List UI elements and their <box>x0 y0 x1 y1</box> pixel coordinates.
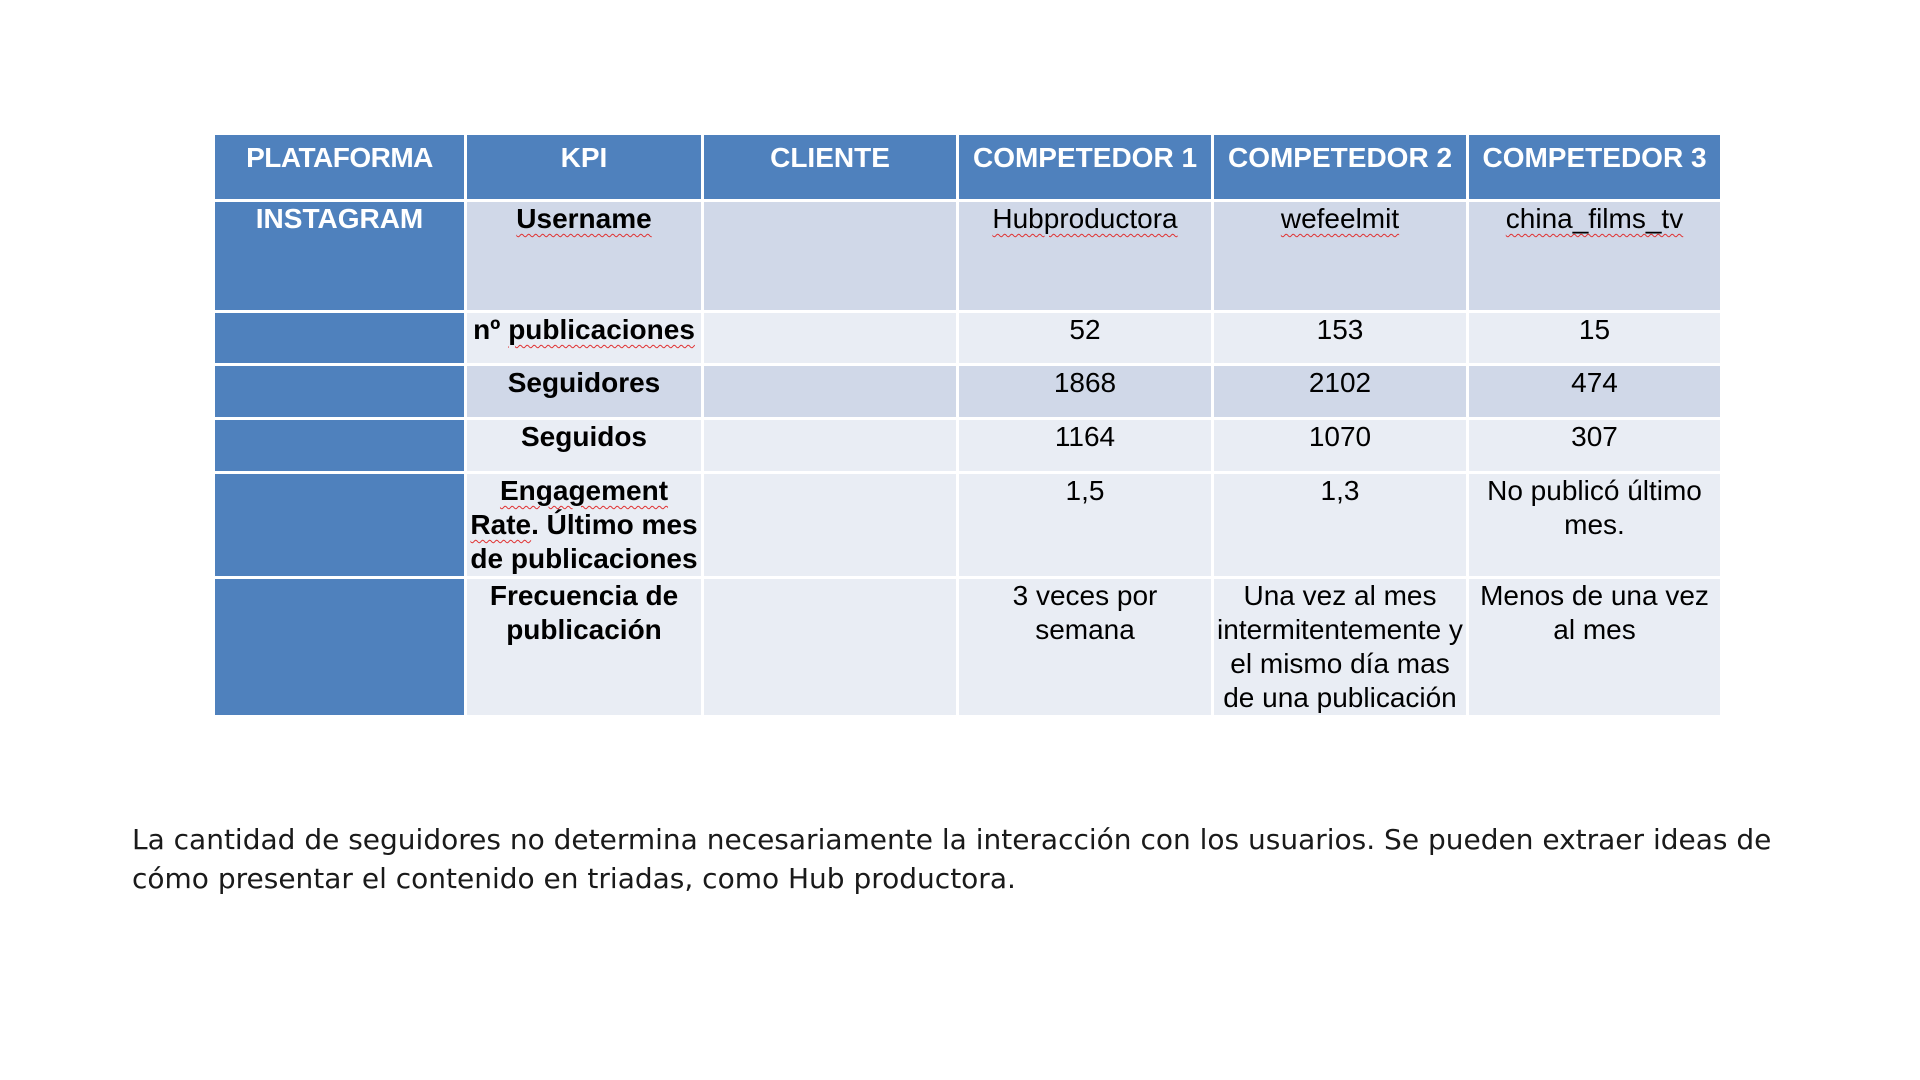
table-row <box>214 473 1722 578</box>
table-row <box>214 578 1722 717</box>
competitor-1-value: 52 <box>958 312 1213 365</box>
competitor-2-value: 1070 <box>1213 419 1468 473</box>
kpi-cell <box>466 201 703 312</box>
kpi-cell <box>466 312 703 365</box>
kpi-label: Seguidores <box>466 365 703 419</box>
kpi-label: publicaciones <box>508 314 695 345</box>
header-plataforma: PLATAFORMA <box>214 134 466 201</box>
table-row <box>214 365 1722 419</box>
platform-cell <box>214 578 466 717</box>
competitor-2-value: 153 <box>1213 312 1468 365</box>
platform-cell <box>214 312 466 365</box>
competitor-1-value: Hubproductora <box>992 203 1178 234</box>
cliente-cell <box>703 365 958 419</box>
competitor-3-value: 15 <box>1468 312 1722 365</box>
competitor-3-cell <box>1468 201 1722 312</box>
competitor-3-value: No publicó último mes. <box>1468 473 1722 578</box>
kpi-label-prefix: nº <box>473 314 509 345</box>
cliente-cell <box>703 201 958 312</box>
kpi-label-word-2: Rate <box>470 509 532 540</box>
competitor-2-cell <box>1213 201 1468 312</box>
kpi-comparison-table <box>212 132 1723 718</box>
competitor-3-value: Menos de una vez al mes <box>1468 578 1722 717</box>
competitor-3-value: 307 <box>1468 419 1722 473</box>
header-kpi: KPI <box>466 134 703 201</box>
competitor-2-value: 1,3 <box>1213 473 1468 578</box>
table-row <box>214 419 1722 473</box>
platform-cell <box>214 473 466 578</box>
cliente-cell <box>703 473 958 578</box>
competitor-2-value: 2102 <box>1213 365 1468 419</box>
competitor-1-value: 1,5 <box>958 473 1213 578</box>
platform-cell <box>214 365 466 419</box>
platform-cell: INSTAGRAM <box>214 201 466 312</box>
competitor-1-value: 1868 <box>958 365 1213 419</box>
kpi-label: Username <box>516 203 652 234</box>
cliente-cell <box>703 419 958 473</box>
competitor-2-value: wefeelmit <box>1280 203 1400 234</box>
table-header-row <box>214 134 1722 201</box>
table-row <box>214 201 1722 312</box>
competitor-1-cell <box>958 201 1213 312</box>
cliente-cell <box>703 578 958 717</box>
competitor-3-value: 474 <box>1468 365 1722 419</box>
header-competitor-1: COMPETEDOR 1 <box>958 134 1213 201</box>
kpi-label-word-1: Engagement <box>499 475 669 506</box>
header-cliente: CLIENTE <box>703 134 958 201</box>
kpi-label: Seguidos <box>466 419 703 473</box>
competitor-1-value: 1164 <box>958 419 1213 473</box>
cliente-cell <box>703 312 958 365</box>
kpi-cell <box>466 473 703 578</box>
competitor-2-value: Una vez al mes intermitentemente y el mismo día mas de una publicación <box>1213 578 1468 717</box>
header-competitor-2: COMPETEDOR 2 <box>1213 134 1468 201</box>
table-row <box>214 312 1722 365</box>
kpi-label: Frecuencia de publicación <box>466 578 703 717</box>
competitor-3-value: china_films_tv <box>1505 203 1684 234</box>
conclusion-note: La cantidad de seguidores no determina necesariamente la interacción con los usuarios. Se pueden extraer ideas de cómo presentar el contenido en triadas, como Hub productora. <box>132 823 1772 895</box>
platform-cell <box>214 419 466 473</box>
kpi-label-rest: . Último mes de publicaciones <box>470 509 698 574</box>
header-competitor-3: COMPETEDOR 3 <box>1468 134 1722 201</box>
competitor-1-value: 3 veces por semana <box>958 578 1213 717</box>
